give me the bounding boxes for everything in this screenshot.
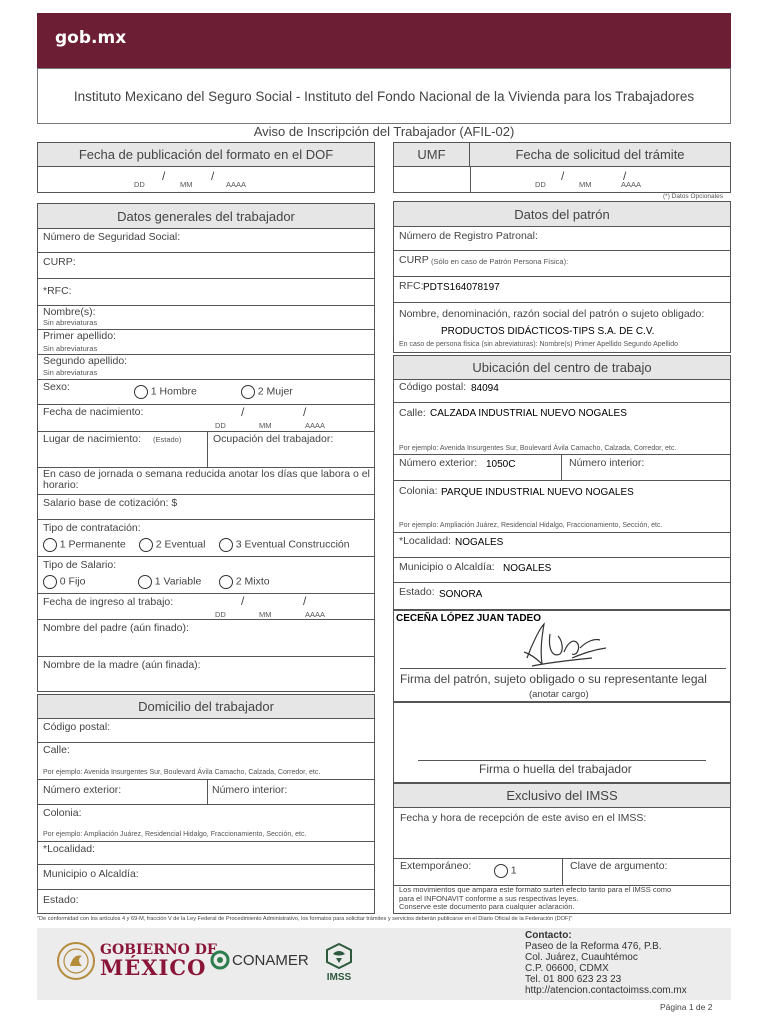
ub-estado-field[interactable]: Estado: SONORA xyxy=(399,586,483,600)
imss-nota: Los movimientos que ampara este formato surten efecto tanto para el IMSS como para el INFONAVIT conforme a sus respectivas leyes. Conserve este documento para cualquier aclaración. xyxy=(399,885,672,911)
institution-title: Instituto Mexicano del Seguro Social - Instituto del Fondo Nacional de la Vivienda para los Trabajadores xyxy=(37,68,731,124)
solicitud-box xyxy=(393,142,731,193)
ub-num-ext-field[interactable]: Número exterior: 1050C xyxy=(399,457,516,470)
optional-note: (*) Datos Opcionales xyxy=(663,193,723,200)
ub-calle-field[interactable]: Calle: CALZADA INDUSTRIAL NUEVO NOGALES Por ejemplo: Avenida Insurgentes Sur, Boulevard Ávila Camacho, Calzada, Corredor, etc. xyxy=(393,403,731,455)
radio-variable[interactable]: 1 Variable xyxy=(138,575,201,589)
radio-fijo[interactable]: 0 Fijo xyxy=(43,575,85,589)
dom-estado-field[interactable]: Estado: xyxy=(43,894,79,906)
signature-graphic xyxy=(502,614,612,672)
imss-eagle-icon xyxy=(324,942,354,970)
dom-colonia-field[interactable]: Colonia: Por ejemplo: Ampliación Juárez, Residencial Hidalgo, Fraccionamiento, Sección, etc. xyxy=(37,805,375,842)
radio-hombre[interactable]: 1 Hombre xyxy=(134,385,197,399)
dom-cp-field[interactable]: Código postal: xyxy=(37,718,375,743)
form-title: Aviso de Inscripción del Trabajador (AFIL-02) xyxy=(253,124,515,139)
tipo-contratacion-field: Tipo de contratación: 1 Permanente 2 Eventual 3 Eventual Construcción xyxy=(37,520,375,557)
ub-cp-field[interactable]: Código postal: 84094 xyxy=(393,379,731,403)
contact-block: Contacto: Paseo de la Reforma 476, P.B. Col. Juárez, Cuauhtémoc C.P. 06600, CDMX Tel. 01 800 623 23 23 http://atencion.contactoimss.com.mx xyxy=(525,930,687,996)
razon-social-field[interactable]: Nombre, denominación, razón social del patrón o sujeto obligado: PRODUCTOS DIDÁCTICOS-TIPS S.A. DE C.V. En caso de persona física (sin abreviaturas): Nombre(s) Primer Apellido Segundo Apellido xyxy=(399,308,705,348)
imss-logo: IMSS xyxy=(323,942,355,983)
ubicacion-fields xyxy=(393,379,731,610)
solicitud-date-field[interactable]: DD / MM / AAAA xyxy=(535,169,642,189)
dom-localidad-field[interactable]: *Localidad: xyxy=(37,842,375,865)
patron-curp-field[interactable]: CURP (Sólo en caso de Patrón Persona Física): xyxy=(393,251,731,277)
extemporaneo-row xyxy=(394,859,730,886)
conamer-icon xyxy=(210,950,230,970)
tipo-salario-field: Tipo de Salario: 0 Fijo 1 Variable 2 Mixto xyxy=(37,557,375,594)
recepcion-field[interactable]: Fecha y hora de recepción de este aviso en el IMSS: xyxy=(394,808,730,859)
ub-numero-row xyxy=(393,455,731,481)
gobierno-mexico-logo: GOBIERNO DE MÉXICO xyxy=(100,942,218,980)
radio-eventual-construccion[interactable]: 3 Eventual Construcción xyxy=(219,538,350,552)
primer-apellido-field[interactable]: Primer apellido: Sin abreviaturas xyxy=(37,330,375,355)
worker-fields xyxy=(37,228,375,692)
dof-date-field[interactable]: DD / MM / AAAA xyxy=(134,169,247,189)
contact-url-link[interactable]: http://atencion.contactoimss.com.mx xyxy=(525,985,687,996)
salario-field[interactable]: Salario base de cotización: $ xyxy=(37,495,375,520)
jornada-field[interactable]: En caso de jornada o semana reducida anotar los días que labora o el horario: xyxy=(37,468,375,495)
ub-colonia-field[interactable]: Colonia: PARQUE INDUSTRIAL NUEVO NOGALES Por ejemplo: Ampliación Juárez, Residencial Hidalgo, Fraccionamiento, Sección, etc. xyxy=(393,481,731,533)
registro-patronal-field[interactable]: Número de Registro Patronal: xyxy=(393,226,731,251)
fecha-nacimiento-field[interactable]: Fecha de nacimiento: DD / MM / AAAA xyxy=(37,405,375,432)
imss-section xyxy=(393,783,731,914)
umf-label: UMF xyxy=(394,143,470,166)
patron-rfc-field[interactable]: RFC: PDTS164078197 xyxy=(393,277,731,303)
firma-trabajador-box[interactable] xyxy=(393,702,731,783)
firma-patron-box[interactable] xyxy=(393,610,731,702)
lugar-ocupacion-row xyxy=(37,432,375,468)
legal-note: "De conformidad con los artículos 4 y 69-M, fracción V de la Ley Federal de Procedimiento Administrativo, los formatos para solicitar trámites y servicios deberán publicarse en el Diario Oficial de la Federación (DOF)" xyxy=(37,916,573,922)
representante-name: CECEÑA LÓPEZ JUAN TADEO xyxy=(396,613,542,624)
padre-field[interactable]: Nombre del padre (aún finado): xyxy=(37,620,375,657)
curp-field[interactable]: CURP: xyxy=(37,253,375,279)
nombre-field[interactable]: Nombre(s): Sin abreviaturas xyxy=(37,306,375,330)
page-number: Página 1 de 2 xyxy=(660,1002,713,1012)
radio-mujer[interactable]: 2 Mujer xyxy=(241,385,293,399)
patron-fields xyxy=(393,226,731,353)
ocupacion-field[interactable]: Ocupación del trabajador: xyxy=(213,433,334,445)
eagle-seal-icon xyxy=(56,940,96,982)
worker-header: Datos generales del trabajador xyxy=(38,204,374,229)
radio-mixto[interactable]: 2 Mixto xyxy=(219,575,270,589)
dom-municipio-field[interactable]: Municipio o Alcaldía: xyxy=(37,865,375,890)
solicitud-label: Fecha de solicitud del trámite xyxy=(470,143,730,166)
radio-eventual[interactable]: 2 Eventual xyxy=(139,538,205,552)
lugar-nacimiento-field[interactable]: Lugar de nacimiento: (Estado) xyxy=(43,433,182,445)
dom-calle-field[interactable]: Calle: Por ejemplo: Avenida Insurgentes Sur, Boulevard Ávila Camacho, Calzada, Corredor, etc. xyxy=(37,743,375,780)
patron-header: Datos del patrón xyxy=(394,202,730,227)
extemporaneo-field: Extemporáneo: 1 xyxy=(400,860,517,877)
clave-argumento-field[interactable]: Clave de argumento: xyxy=(570,860,668,872)
gob-mx-logo[interactable]: gob.mx xyxy=(55,28,127,48)
radio-permanente[interactable]: 1 Permanente xyxy=(43,538,126,552)
anotar-cargo-label: (anotar cargo) xyxy=(529,689,589,700)
dom-num-ext-field[interactable]: Número exterior: xyxy=(43,784,122,796)
ub-localidad-field[interactable]: *Localidad: NOGALES xyxy=(393,533,731,558)
header-bar xyxy=(37,13,731,68)
ubicacion-header: Ubicación del centro de trabajo xyxy=(394,356,730,380)
sexo-field: Sexo: 1 Hombre 2 Mujer xyxy=(37,380,375,405)
madre-field[interactable]: Nombre de la madre (aún finada): xyxy=(43,659,201,671)
ub-num-int-field[interactable]: Número interior: xyxy=(569,457,645,469)
conamer-logo: CONAMER xyxy=(210,950,309,970)
radio-extemporaneo[interactable]: 1 xyxy=(494,864,517,878)
rfc-field[interactable]: *RFC: xyxy=(37,279,375,306)
nss-field[interactable]: Número de Seguridad Social: xyxy=(37,228,375,253)
umf-field[interactable] xyxy=(394,167,470,193)
fecha-ingreso-field[interactable]: Fecha de ingreso al trabajo: DD / MM / AAAA xyxy=(37,594,375,620)
firma-patron-label: Firma del patrón, sujeto obligado o su representante legal xyxy=(400,672,707,686)
segundo-apellido-field[interactable]: Segundo apellido: Sin abreviaturas xyxy=(37,355,375,380)
firma-trabajador-label: Firma o huella del trabajador xyxy=(479,762,632,776)
dom-num-int-field[interactable]: Número interior: xyxy=(212,784,288,796)
dof-date-box xyxy=(37,142,375,193)
domicilio-header: Domicilio del trabajador xyxy=(38,695,374,719)
domicilio-fields xyxy=(37,718,375,914)
dof-date-label: Fecha de publicación del formato en el DOF xyxy=(38,143,374,167)
dom-numero-row xyxy=(37,780,375,805)
imss-header: Exclusivo del IMSS xyxy=(394,784,730,808)
ub-municipio-field[interactable]: Municipio o Alcaldía: NOGALES xyxy=(393,558,731,583)
